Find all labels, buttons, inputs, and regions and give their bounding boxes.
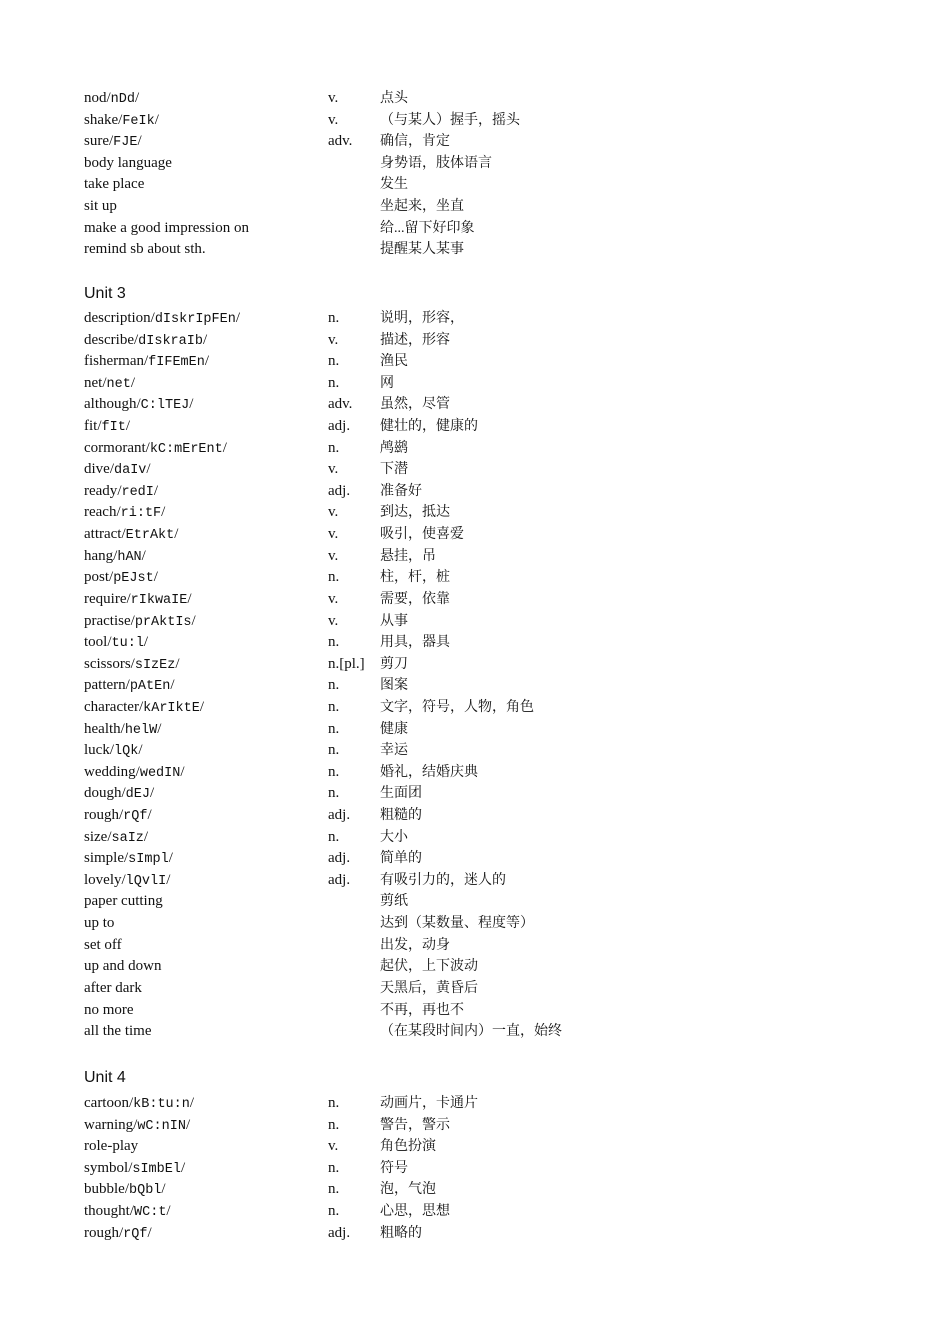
vocab-term: fisherman/fIFEmEn/ (84, 353, 210, 371)
vocab-word: rough (84, 807, 119, 824)
vocab-phonetic: dIskrIpFEn (154, 312, 236, 327)
vocab-phonetic: helW (124, 722, 158, 738)
vocab-part-of-speech: adj. (328, 850, 351, 867)
vocab-word: up and down (84, 958, 162, 975)
vocab-word: nod (84, 90, 107, 106)
vocab-meaning: （在某段时间内）一直，始终 (380, 1024, 562, 1040)
vocab-row (0, 153, 950, 175)
vocab-meaning: 剪纸 (380, 894, 408, 910)
vocab-part-of-speech: n. (328, 1181, 340, 1198)
vocab-phonetic: sImpl (128, 852, 169, 868)
vocab-section-continued (0, 88, 950, 261)
vocab-row (0, 218, 950, 240)
vocab-term: net/net/ (84, 374, 135, 392)
vocab-part-of-speech: n. (328, 1203, 340, 1220)
vocab-meaning: 点头 (380, 91, 408, 106)
vocab-term: fit/fIt/ (84, 418, 130, 436)
vocab-meaning: 健壮的，健康的 (380, 419, 478, 435)
vocab-part-of-speech: n. (328, 828, 340, 845)
vocab-meaning: 起伏，上下波动 (380, 959, 478, 975)
vocab-phonetic: redI (121, 484, 154, 500)
vocab-term: scissors/sIzEz/ (84, 655, 180, 673)
vocab-word: make a good impression on (84, 219, 249, 236)
vocab-phonetic: C:lTEJ (140, 398, 190, 414)
vocab-phonetic: sIzEz (134, 657, 176, 673)
vocab-meaning: 天黑后，黄昏后 (380, 980, 478, 996)
vocab-phonetic: pEJst (113, 571, 154, 587)
vocab-meaning: 悬挂，吊 (380, 548, 436, 564)
vocab-row (0, 848, 950, 870)
vocab-phonetic: ri:tF (120, 506, 162, 522)
vocab-row (0, 330, 950, 352)
vocab-term: wedding/wedIN/ (84, 763, 185, 781)
vocab-part-of-speech: adj. (328, 1224, 351, 1241)
vocab-term: symbol/sImbEl/ (84, 1159, 186, 1177)
vocab-row (0, 654, 950, 676)
vocab-row (0, 1115, 950, 1137)
vocab-word: fit (84, 418, 98, 435)
vocab-meaning: 大小 (380, 829, 408, 845)
vocab-row (0, 308, 950, 330)
vocab-term (84, 1021, 151, 1043)
vocab-row (0, 546, 950, 568)
vocab-part-of-speech: n. (328, 1095, 340, 1111)
vocab-term: dive/daIv/ (84, 461, 151, 479)
vocab-phonetic: daIv (114, 463, 147, 479)
vocab-part-of-speech: v. (328, 1138, 339, 1155)
vocab-meaning: 剪刀 (380, 656, 408, 672)
vocab-phonetic: tu:l (111, 636, 144, 652)
vocab-part-of-speech: v. (328, 331, 339, 348)
vocab-meaning: 符号 (380, 1160, 408, 1176)
vocab-term: rough/rQf/ (84, 1224, 152, 1242)
vocab-meaning: 出发，动身 (380, 937, 450, 953)
vocab-phonetic: FJE (113, 135, 138, 151)
vocab-row (0, 783, 950, 805)
unit-4-heading: Unit 4 (84, 1069, 126, 1086)
vocab-meaning: 到达，抵达 (380, 505, 450, 521)
vocab-word: after dark (84, 979, 142, 996)
vocab-part-of-speech: adj. (328, 871, 351, 888)
vocab-part-of-speech: n.[pl.] (328, 655, 365, 672)
vocab-term: luck/lQk/ (84, 742, 143, 760)
vocab-meaning: 动画片，卡通片 (380, 1096, 478, 1111)
vocab-row (0, 1021, 950, 1043)
vocab-part-of-speech: n. (328, 677, 340, 694)
vocab-meaning: 需要，依靠 (380, 591, 450, 607)
vocab-word: cormorant (84, 439, 146, 456)
vocab-phonetic: wC:nIN (137, 1118, 186, 1134)
vocab-row (0, 891, 950, 913)
vocab-part-of-speech: adj. (328, 482, 351, 499)
vocab-word: scissors (84, 655, 131, 672)
vocab-term (84, 978, 142, 1000)
vocab-row (0, 611, 950, 633)
vocab-row (0, 502, 950, 524)
vocab-meaning: 提醒某人某事 (380, 242, 464, 258)
vocab-meaning: 图案 (380, 678, 408, 694)
vocab-row (0, 978, 950, 1000)
vocab-word: dive (84, 461, 110, 478)
vocab-word: all the time (84, 1023, 152, 1040)
vocab-word: set off (84, 936, 122, 953)
vocab-row (0, 174, 950, 196)
vocab-phonetic: kC:mErEnt (149, 441, 223, 457)
vocab-row (0, 956, 950, 978)
vocab-row (0, 675, 950, 697)
vocab-phonetic: FeIk (122, 113, 155, 129)
vocab-part-of-speech: adv. (328, 396, 353, 413)
vocab-part-of-speech: v. (328, 526, 339, 543)
vocab-part-of-speech: n. (328, 310, 340, 326)
vocab-term: cartoon/kB:tu:n/ (84, 1095, 195, 1112)
vocab-row (0, 196, 950, 218)
vocab-word: hang (84, 547, 114, 564)
vocab-row (0, 805, 950, 827)
vocab-row (0, 1093, 950, 1115)
vocab-term: character/kArIktE/ (84, 698, 205, 716)
vocab-phonetic: fIFEmEn (148, 355, 205, 371)
vocab-meaning: 说明，形容， (380, 311, 464, 326)
vocab-section-unit-4 (0, 1093, 950, 1244)
unit-3-heading: Unit 3 (84, 285, 126, 302)
vocab-row (0, 762, 950, 784)
vocab-term (84, 956, 162, 978)
vocab-phonetic: bQbl (129, 1183, 162, 1199)
vocab-phonetic: dEJ (125, 787, 150, 803)
vocab-word: simple (84, 850, 124, 867)
vocab-word: no more (84, 1001, 134, 1018)
vocab-row (0, 416, 950, 438)
vocab-word: shake (84, 111, 119, 128)
vocab-part-of-speech: n. (328, 374, 340, 391)
vocab-row (0, 524, 950, 546)
vocab-meaning: 泡，气泡 (380, 1182, 436, 1198)
vocab-row (0, 632, 950, 654)
vocab-phonetic: hAN (117, 549, 142, 565)
vocab-row (0, 481, 950, 503)
vocab-meaning: （与某人）握手，摇头 (380, 112, 520, 128)
vocab-phonetic: rQf (123, 809, 148, 825)
vocab-phonetic: net (106, 376, 131, 392)
vocab-term: cormorant/kC:mErEnt/ (84, 439, 227, 457)
vocab-term: rough/rQf/ (84, 807, 152, 825)
vocab-row (0, 827, 950, 849)
vocab-word: symbol (84, 1159, 129, 1176)
vocab-phonetic: rQf (123, 1226, 148, 1242)
vocab-phonetic: sImbEl (132, 1161, 181, 1177)
vocab-meaning: 准备好 (380, 483, 422, 499)
vocab-phonetic: WC:t (134, 1205, 167, 1221)
vocab-word: take place (84, 176, 145, 193)
vocab-row (0, 239, 950, 261)
vocab-term: shake/FeIk/ (84, 111, 159, 129)
vocab-row (0, 567, 950, 589)
vocab-word: remind sb about sth. (84, 241, 206, 258)
vocab-meaning: 健康 (380, 721, 408, 737)
vocab-term: simple/sImpl/ (84, 850, 173, 868)
vocab-row (0, 1179, 950, 1201)
vocab-word: paper cutting (84, 893, 163, 910)
vocab-word: practise (84, 612, 131, 629)
vocab-term: lovely/lQvlI/ (84, 871, 171, 889)
vocab-meaning: 下潜 (380, 462, 408, 478)
vocab-word: thought (84, 1203, 130, 1220)
vocab-meaning: 虽然，尽管 (380, 397, 450, 413)
vocab-term: practise/prAktIs/ (84, 612, 196, 630)
vocab-meaning: 有吸引力的，迷人的 (380, 872, 506, 888)
vocab-meaning: 简单的 (380, 851, 422, 867)
vocab-word: pattern (84, 677, 126, 694)
vocab-word: luck (84, 742, 110, 759)
vocab-part-of-speech: n. (328, 742, 340, 759)
vocab-meaning: 用具，器具 (380, 635, 450, 651)
vocab-row (0, 935, 950, 957)
vocab-term: description/dIskrIpFEn/ (84, 310, 241, 327)
vocab-row (0, 373, 950, 395)
vocab-meaning: 网 (380, 375, 394, 391)
vocab-meaning: 心思，思想 (380, 1204, 450, 1220)
vocab-phonetic: kB:tu:n (133, 1097, 190, 1112)
vocab-word: ready (84, 482, 118, 499)
vocab-meaning: 发生 (380, 177, 408, 193)
vocab-phonetic: prAktIs (134, 614, 192, 630)
vocab-row (0, 131, 950, 153)
vocab-word: sit up (84, 198, 117, 215)
vocab-part-of-speech: n. (328, 569, 340, 586)
vocab-word: role-play (84, 1138, 139, 1155)
vocab-meaning: 描述，形容 (380, 332, 450, 348)
vocab-part-of-speech: v. (328, 90, 339, 106)
vocab-word: describe (84, 331, 134, 348)
vocab-row (0, 351, 950, 373)
vocab-phonetic: lQk (114, 744, 139, 760)
vocab-meaning: 生面团 (380, 786, 422, 802)
vocab-word: sure (84, 133, 109, 150)
vocab-term: require/rIkwaIE/ (84, 590, 192, 608)
vocab-phonetic: wedIN (139, 765, 181, 781)
vocab-term (84, 218, 249, 240)
vocab-meaning: 从事 (380, 613, 408, 629)
vocab-word: net (84, 374, 103, 391)
vocab-term: post/pEJst/ (84, 569, 158, 587)
vocab-phonetic: fIt (101, 420, 126, 436)
vocab-part-of-speech: n. (328, 439, 340, 456)
vocab-word: lovely (84, 871, 122, 888)
vocab-meaning: 幸运 (380, 743, 408, 759)
vocab-row (0, 1136, 950, 1158)
vocab-meaning: 吸引，使喜爱 (380, 527, 464, 543)
vocab-word: require (84, 590, 127, 607)
vocab-meaning: 身势语，肢体语言 (380, 155, 492, 171)
vocab-term: ready/redI/ (84, 482, 159, 500)
vocab-part-of-speech: n. (328, 353, 340, 370)
vocab-row (0, 394, 950, 416)
vocab-meaning: 粗糙的 (380, 808, 422, 824)
vocab-meaning: 鸬鹚 (380, 440, 408, 456)
vocab-word: warning (84, 1116, 134, 1133)
vocab-meaning: 坐起来，坐直 (380, 199, 464, 215)
vocab-phonetic: kArIktE (143, 700, 200, 716)
vocab-word: character (84, 698, 139, 715)
vocab-meaning: 不再，再也不 (380, 1002, 464, 1018)
vocab-word: health (84, 720, 121, 737)
vocab-phonetic: saIz (111, 830, 144, 846)
vocab-meaning: 粗略的 (380, 1225, 422, 1241)
vocab-term: reach/ri:tF/ (84, 504, 166, 522)
vocab-term: dough/dEJ/ (84, 785, 155, 803)
vocab-word: dough (84, 785, 122, 802)
vocab-term: although/C:lTEJ/ (84, 396, 194, 414)
vocab-part-of-speech: v. (328, 612, 339, 629)
vocab-row (0, 459, 950, 481)
vocab-part-of-speech: n. (328, 720, 340, 737)
vocab-row (0, 719, 950, 741)
vocab-part-of-speech: n. (328, 785, 340, 802)
vocab-part-of-speech: n. (328, 698, 340, 715)
vocab-row (0, 438, 950, 460)
vocab-word: tool (84, 634, 108, 651)
vocab-word: description (84, 310, 151, 326)
vocab-phonetic: rIkwaIE (130, 592, 188, 608)
vocab-word: reach (84, 504, 117, 521)
vocab-part-of-speech: v. (328, 590, 339, 607)
vocab-phonetic: pAtEn (129, 679, 171, 695)
vocab-word: post (84, 569, 110, 586)
vocab-part-of-speech: v. (328, 547, 339, 564)
vocab-row (0, 110, 950, 132)
vocab-word: cartoon (84, 1095, 129, 1111)
vocab-term (84, 1136, 138, 1158)
vocab-term: sure/FJE/ (84, 133, 142, 151)
vocab-row (0, 1201, 950, 1223)
vocab-part-of-speech: n. (328, 634, 340, 651)
vocab-term (84, 153, 172, 175)
vocab-row (0, 913, 950, 935)
vocab-term: bubble/bQbl/ (84, 1181, 166, 1199)
vocab-term: warning/wC:nIN/ (84, 1116, 191, 1134)
vocab-term: health/helW/ (84, 720, 162, 738)
vocab-part-of-speech: adv. (328, 133, 353, 150)
vocab-phonetic: EtrAkt (125, 528, 175, 544)
vocab-term: pattern/pAtEn/ (84, 677, 175, 695)
vocab-row (0, 88, 950, 110)
vocab-meaning: 警告，警示 (380, 1117, 450, 1133)
vocab-word: rough (84, 1224, 119, 1241)
vocab-meaning: 柱，杆，桩 (380, 570, 450, 586)
vocab-term: nod/nDd/ (84, 90, 140, 107)
vocab-meaning: 渔民 (380, 354, 408, 370)
vocab-term (84, 913, 114, 935)
vocab-meaning: 达到（某数量、程度等） (380, 916, 534, 932)
vocab-part-of-speech: n. (328, 1159, 340, 1176)
vocab-word: fisherman (84, 353, 144, 370)
vocab-term: attract/EtrAkt/ (84, 526, 179, 544)
vocab-row (0, 1000, 950, 1022)
vocab-row (0, 1158, 950, 1180)
vocab-section-unit-3 (0, 308, 950, 1043)
vocab-row (0, 1223, 950, 1245)
vocab-phonetic: nDd (110, 92, 135, 107)
vocab-row (0, 870, 950, 892)
vocab-row (0, 589, 950, 611)
vocab-term: describe/dIskraIb/ (84, 331, 208, 349)
vocab-part-of-speech: adj. (328, 807, 351, 824)
vocab-part-of-speech: n. (328, 763, 340, 780)
vocab-word: bubble (84, 1181, 125, 1198)
vocab-part-of-speech: adj. (328, 418, 351, 435)
vocab-phonetic: dIskraIb (138, 333, 203, 349)
vocab-term (84, 891, 163, 913)
vocab-meaning: 文字，符号，人物，角色 (380, 699, 534, 715)
vocab-term (84, 935, 122, 957)
vocab-meaning: 婚礼，结婚庆典 (380, 764, 478, 780)
vocab-row (0, 697, 950, 719)
vocab-term (84, 239, 206, 261)
vocab-term (84, 1000, 134, 1022)
vocab-part-of-speech: v. (328, 111, 339, 128)
vocab-word: attract (84, 526, 122, 543)
vocab-part-of-speech: n. (328, 1116, 340, 1133)
vocab-word: although (84, 396, 137, 413)
vocab-word: up to (84, 915, 115, 932)
vocab-word: size (84, 828, 108, 845)
vocab-term: tool/tu:l/ (84, 634, 149, 652)
vocab-meaning: 给...留下好印象 (380, 220, 475, 236)
vocab-term: size/saIz/ (84, 828, 149, 846)
vocab-part-of-speech: v. (328, 461, 339, 478)
vocab-word: body language (84, 154, 172, 171)
vocab-phonetic: lQvlI (125, 873, 167, 889)
vocab-meaning: 确信，肯定 (380, 134, 450, 150)
vocab-meaning: 角色扮演 (380, 1139, 436, 1155)
vocab-word: wedding (84, 763, 136, 780)
vocab-term: thought/WC:t/ (84, 1203, 171, 1221)
vocab-term: hang/hAN/ (84, 547, 146, 565)
vocab-row (0, 740, 950, 762)
vocab-term (84, 174, 144, 196)
vocab-term (84, 196, 117, 218)
vocab-part-of-speech: v. (328, 504, 339, 521)
